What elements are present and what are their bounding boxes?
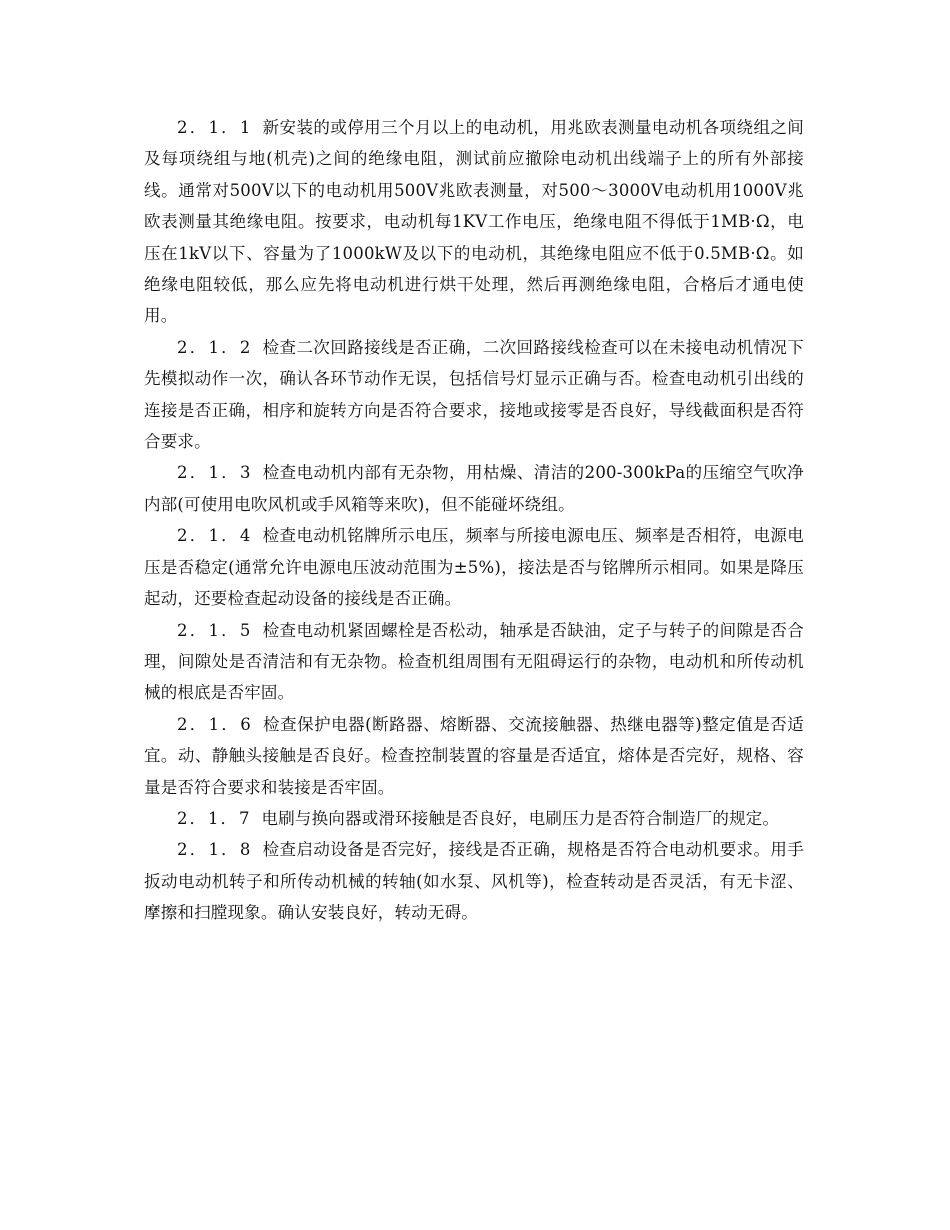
paragraph-2-1-7 (144, 803, 804, 834)
paragraph-2-1-6 (144, 709, 804, 803)
paragraph-number: 2．1．6 (177, 714, 253, 734)
paragraph-number: 2．1．2 (177, 337, 253, 357)
paragraph-number: 2．1．8 (177, 840, 253, 860)
paragraph-text: 检查电动机紧固螺栓是否松动，轴承是否缺油，定子与转子的间隙是否合理，间隙处是否清洁和有无杂物。检查机组周围有无阻碍运行的杂物，电动机和所传动机械的根底是否牢固。 (144, 620, 805, 703)
paragraph-number: 2．1．3 (177, 463, 253, 483)
paragraph-text: 检查电动机内部有无杂物，用枯燥、清洁的200-300kPa的压缩空气吹净内部(可使用电吹风机或手风箱等来吹)，但不能碰坏绕组。 (144, 463, 804, 514)
paragraph-2-1-2 (144, 332, 804, 458)
paragraph-text: 检查保护电器(断路器、熔断器、交流接触器、热继电器等)整定值是否适宜。动、静触头接触是否良好。检查控制装置的容量是否适宜，熔体是否完好，规格、容量是否符合要求和装接是否牢固。 (144, 714, 804, 797)
paragraph-2-1-8 (144, 834, 804, 928)
document-body (144, 112, 804, 929)
paragraph-number: 2．1．5 (177, 620, 253, 640)
paragraph-text: 检查电动机铭牌所示电压，频率与所接电源电压、频率是否相符，电源电压是否稳定(通常允许电源电压波动范围为±5%)，接法是否与铭牌所示相同。如果是降压起动，还要检查起动设备的接线是否正确。 (144, 526, 805, 609)
paragraph-2-1-4 (144, 520, 804, 614)
paragraph-2-1-5 (144, 615, 804, 709)
paragraph-text: 电刷与换向器或滑环接触是否良好，电刷压力是否符合制造厂的规定。 (261, 808, 780, 828)
paragraph-number: 2．1．7 (177, 808, 252, 828)
paragraph-2-1-3 (144, 457, 804, 520)
paragraph-2-1-1 (144, 112, 804, 332)
paragraph-number: 2．1．4 (177, 526, 253, 546)
paragraph-text: 新安装的或停用三个月以上的电动机，用兆欧表测量电动机各项绕组之间及每项绕组与地(机壳)之间的绝缘电阻，测试前应撤除电动机出线端子上的所有外部接线。通常对500V以下的电动机用500V兆欧表测量，对500～3000V电动机用1000V兆欧表测量其绝缘电阻。按要求，电动机每1KV工作电压，绝缘电阻不得低于1MB·Ω，电压在1kV以下、容量为了1000kW及以下的电动机，其绝缘电阻应不低于0.5MB·Ω。如绝缘电阻较低，那么应先将电动机进行烘干处理，然后再测绝缘电阻，合格后才通电使用。 (144, 118, 805, 326)
paragraph-text: 检查二次回路接线是否正确，二次回路接线检查可以在未接电动机情况下先模拟动作一次，确认各环节动作无误，包括信号灯显示正确与否。检查电动机引出线的连接是否正确，相序和旋转方向是否符合要求，接地或接零是否良好，导线截面积是否符合要求。 (144, 337, 805, 452)
paragraph-number: 2．1．1 (177, 118, 253, 137)
paragraph-text: 检查启动设备是否完好，接线是否正确，规格是否符合电动机要求。用手扳动电动机转子和所传动机械的转轴(如水泵、风机等)，检查转动是否灵活，有无卡涩、摩擦和扫膛现象。确认安装良好，转动无碍。 (144, 840, 805, 923)
